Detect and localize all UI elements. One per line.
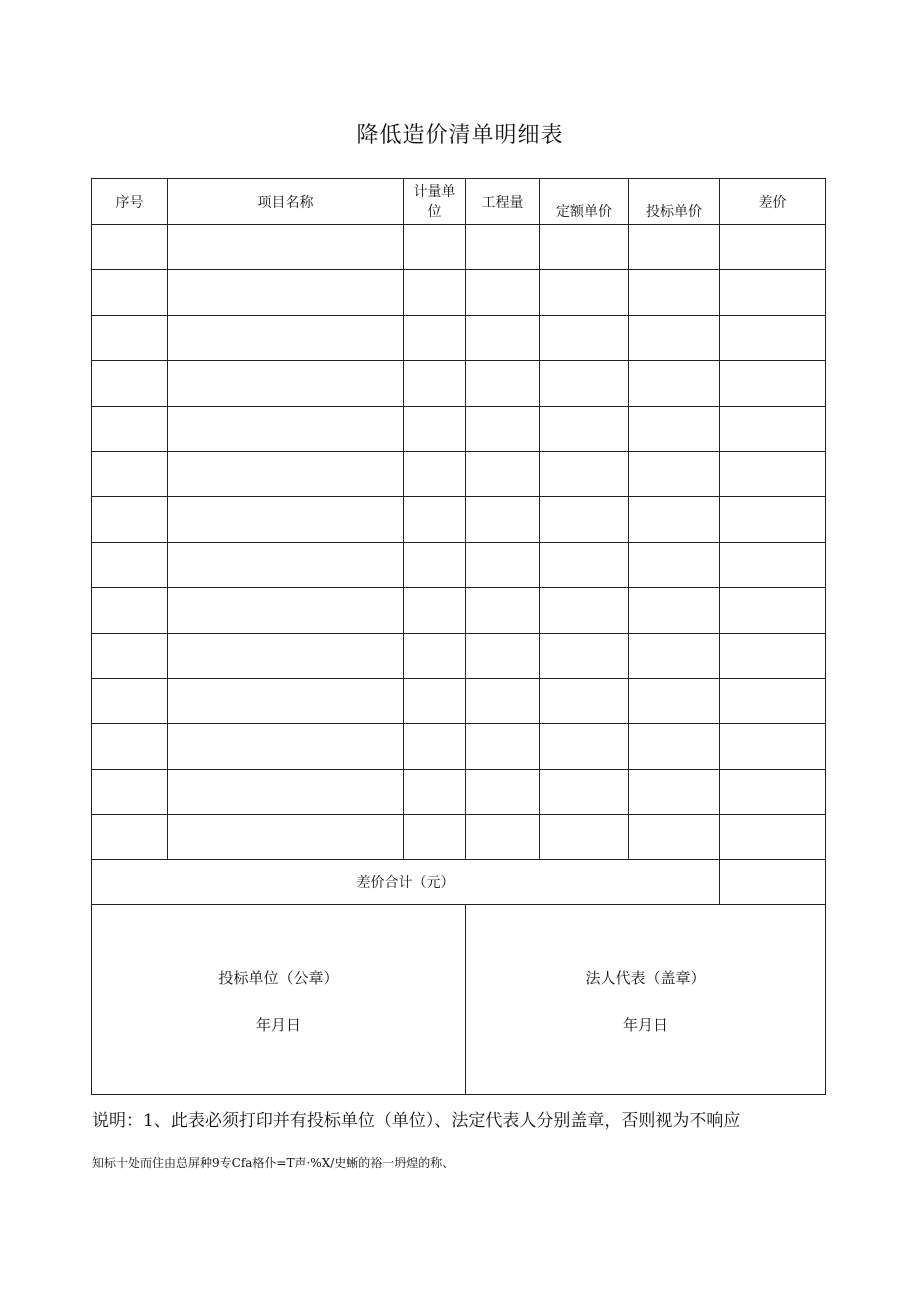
- total-value-cell[interactable]: [720, 860, 826, 905]
- cell-diff[interactable]: [720, 815, 826, 860]
- cell-diff[interactable]: [720, 542, 826, 587]
- cell-diff[interactable]: [720, 678, 826, 723]
- cell-quota-price[interactable]: [540, 633, 629, 678]
- header-quota-price-label: 定额单价: [556, 203, 612, 220]
- cell-seq[interactable]: [92, 588, 168, 633]
- cell-seq[interactable]: [92, 270, 168, 315]
- cell-unit[interactable]: [404, 588, 466, 633]
- cell-quota-price[interactable]: [540, 315, 629, 360]
- cell-bid-price[interactable]: [629, 270, 720, 315]
- cell-seq[interactable]: [92, 769, 168, 814]
- bidder-date-label: 年月日: [255, 1016, 301, 1035]
- cell-name[interactable]: [168, 815, 404, 860]
- cell-unit[interactable]: [404, 497, 466, 542]
- cell-bid-price[interactable]: [629, 542, 720, 587]
- cell-qty[interactable]: [466, 815, 540, 860]
- cell-diff[interactable]: [720, 451, 826, 496]
- cell-quota-price[interactable]: [540, 542, 629, 587]
- cell-unit[interactable]: [404, 451, 466, 496]
- cell-seq[interactable]: [92, 451, 168, 496]
- table-row: [92, 315, 826, 360]
- cell-seq[interactable]: [92, 315, 168, 360]
- cell-name[interactable]: [168, 588, 404, 633]
- cell-bid-price[interactable]: [629, 451, 720, 496]
- cell-seq[interactable]: [92, 724, 168, 769]
- cell-diff[interactable]: [720, 724, 826, 769]
- cell-bid-price[interactable]: [629, 497, 720, 542]
- bidder-sign-label: 投标单位（公章）: [218, 969, 339, 988]
- cell-unit[interactable]: [404, 678, 466, 723]
- cell-seq[interactable]: [92, 542, 168, 587]
- table-row: [92, 406, 826, 451]
- signature-row: [92, 905, 826, 1095]
- cell-seq[interactable]: [92, 406, 168, 451]
- table-row: [92, 769, 826, 814]
- cell-bid-price[interactable]: [629, 361, 720, 406]
- legal-rep-signature-cell: [466, 905, 826, 1095]
- cell-name[interactable]: [168, 678, 404, 723]
- cell-bid-price[interactable]: [629, 406, 720, 451]
- cell-unit[interactable]: [404, 724, 466, 769]
- cell-bid-price[interactable]: [629, 815, 720, 860]
- header-unit: [404, 179, 466, 225]
- cell-name[interactable]: [168, 633, 404, 678]
- cell-name[interactable]: [168, 542, 404, 587]
- bidder-signature-cell: [92, 905, 466, 1095]
- cell-bid-price[interactable]: [629, 678, 720, 723]
- cell-qty[interactable]: [466, 633, 540, 678]
- legal-date-label: 年月日: [622, 1016, 668, 1035]
- cell-unit[interactable]: [404, 769, 466, 814]
- cell-quota-price[interactable]: [540, 497, 629, 542]
- cell-quota-price[interactable]: [540, 451, 629, 496]
- cell-bid-price[interactable]: [629, 633, 720, 678]
- header-bid-price-label: 投标单价: [646, 203, 702, 220]
- table-row: [92, 542, 826, 587]
- cell-seq[interactable]: [92, 815, 168, 860]
- cell-qty[interactable]: [466, 542, 540, 587]
- cell-seq[interactable]: [92, 361, 168, 406]
- note-text: 说明：1、此表必须打印并有投标单位（单位）、法定代表人分别盖章，否则视为不响应: [92, 1111, 741, 1131]
- cell-unit[interactable]: [404, 633, 466, 678]
- cell-name[interactable]: [168, 497, 404, 542]
- cell-seq[interactable]: [92, 633, 168, 678]
- cell-quota-price[interactable]: [540, 815, 629, 860]
- cell-diff[interactable]: [720, 225, 826, 270]
- table-row: [92, 678, 826, 723]
- header-bid-price: [629, 179, 720, 225]
- table-row: [92, 497, 826, 542]
- total-row: [92, 860, 826, 905]
- cell-bid-price[interactable]: [629, 315, 720, 360]
- cell-diff[interactable]: [720, 270, 826, 315]
- table-row: [92, 815, 826, 860]
- cell-quota-price[interactable]: [540, 588, 629, 633]
- cell-diff[interactable]: [720, 497, 826, 542]
- cell-diff[interactable]: [720, 361, 826, 406]
- header-quota-price: [540, 179, 629, 225]
- cell-unit[interactable]: [404, 815, 466, 860]
- cell-quota-price[interactable]: [540, 724, 629, 769]
- total-label: 差价合计（元）: [92, 860, 720, 905]
- cost-reduction-table: [91, 178, 826, 1095]
- cell-seq[interactable]: [92, 497, 168, 542]
- garbled-footer-text: 知标十处而住由总屏种9专Cfa格仆=T声·%X/史蜥的裕一坍煌的称、: [92, 1156, 455, 1170]
- cell-quota-price[interactable]: [540, 678, 629, 723]
- table-row: [92, 451, 826, 496]
- table-row: [92, 724, 826, 769]
- cell-qty[interactable]: [466, 315, 540, 360]
- cell-diff[interactable]: [720, 769, 826, 814]
- cell-seq[interactable]: [92, 678, 168, 723]
- cell-name[interactable]: [168, 270, 404, 315]
- cell-name[interactable]: [168, 406, 404, 451]
- cell-unit[interactable]: [404, 315, 466, 360]
- cell-unit[interactable]: [404, 406, 466, 451]
- cell-name[interactable]: [168, 451, 404, 496]
- cell-unit[interactable]: [404, 270, 466, 315]
- cell-name[interactable]: [168, 361, 404, 406]
- cell-quota-price[interactable]: [540, 361, 629, 406]
- cell-bid-price[interactable]: [629, 769, 720, 814]
- table-row: [92, 633, 826, 678]
- cell-bid-price[interactable]: [629, 724, 720, 769]
- cell-name[interactable]: [168, 769, 404, 814]
- header-unit-label: 计量单位: [413, 183, 456, 220]
- cell-unit[interactable]: [404, 225, 466, 270]
- cell-unit[interactable]: [404, 542, 466, 587]
- cell-diff[interactable]: [720, 315, 826, 360]
- cell-qty[interactable]: [466, 270, 540, 315]
- table-row: [92, 588, 826, 633]
- cell-qty[interactable]: [466, 225, 540, 270]
- cell-qty[interactable]: [466, 724, 540, 769]
- cell-bid-price[interactable]: [629, 225, 720, 270]
- cell-quota-price[interactable]: [540, 406, 629, 451]
- cell-qty[interactable]: [466, 588, 540, 633]
- page-title: 降低造价清单明细表: [356, 123, 564, 148]
- cell-quota-price[interactable]: [540, 225, 629, 270]
- cell-name[interactable]: [168, 315, 404, 360]
- header-seq: 序号: [92, 179, 168, 225]
- cell-name[interactable]: [168, 225, 404, 270]
- table-header-row: [92, 179, 826, 225]
- cell-qty[interactable]: [466, 361, 540, 406]
- table-row: [92, 270, 826, 315]
- cell-qty[interactable]: [466, 678, 540, 723]
- table-row: [92, 225, 826, 270]
- cell-seq[interactable]: [92, 225, 168, 270]
- cell-qty[interactable]: [466, 451, 540, 496]
- cell-diff[interactable]: [720, 633, 826, 678]
- table-row: [92, 361, 826, 406]
- cell-name[interactable]: [168, 724, 404, 769]
- cell-quota-price[interactable]: [540, 270, 629, 315]
- cell-diff[interactable]: [720, 406, 826, 451]
- header-name: 项目名称: [168, 179, 404, 225]
- legal-sign-label: 法人代表（盖章）: [585, 969, 706, 988]
- cell-quota-price[interactable]: [540, 769, 629, 814]
- cell-qty[interactable]: [466, 769, 540, 814]
- cell-qty[interactable]: [466, 406, 540, 451]
- cell-qty[interactable]: [466, 497, 540, 542]
- cell-bid-price[interactable]: [629, 588, 720, 633]
- cell-diff[interactable]: [720, 588, 826, 633]
- header-diff: 差价: [720, 179, 826, 225]
- header-qty: 工程量: [466, 179, 540, 225]
- cell-unit[interactable]: [404, 361, 466, 406]
